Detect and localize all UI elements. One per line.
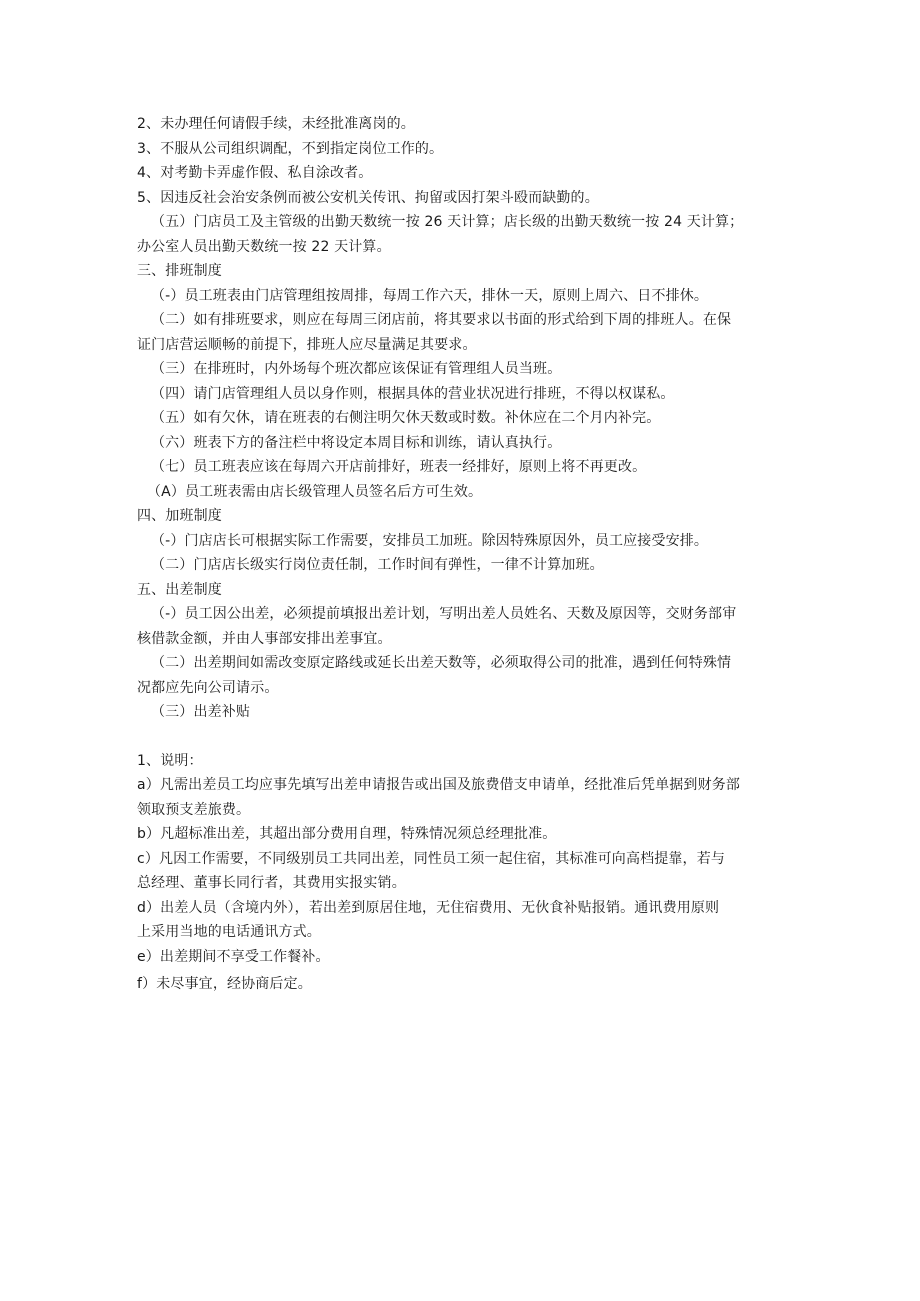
scheduling-item-4: （四）请门店管理组人员以身作则，根据具体的营业状况进行排班，不得以权谋私。 — [151, 385, 675, 402]
scheduling-item-2-line1: （二）如有排班要求，则应在每周三闭店前，将其要求以书面的形式给到下周的排班人。在保 — [151, 312, 732, 328]
scheduling-item-6: （六）班表下方的备注栏中将设定本周目标和训练，请认真执行。 — [151, 434, 562, 451]
overtime-item-1: （-）门店店长可根据实际工作需要，安排员工加班。除因特殊原因外，员工应接受安排。 — [151, 532, 709, 549]
scheduling-item-7: （七）员工班表应该在每周六开店前排好，班表一经排好，原则上将不再更改。 — [151, 459, 647, 475]
note-c-line2: 总经理、董事长同行者，其费用实报实销。 — [137, 875, 406, 891]
note-a-line1: a）凡需出差员工均应事先填写出差申请报告或出国及旅费借支申请单，经批准后凭单据到财务部 — [137, 777, 741, 793]
note-d-line1: d）出差人员（含境内外），若出差到原居住地，无住宿费用、无伙食补贴报销。通讯费用原则 — [137, 899, 720, 916]
business-trip-item-2-line1: （二）出差期间如需改变原定路线或延长出差天数等，必须取得公司的批准，遇到任何特殊情 — [151, 655, 732, 671]
scheduling-item-1: （-）员工班表由门店管理组按周排，每周工作六天，排休一天，原则上周六、日不排休。 — [151, 287, 709, 304]
scheduling-item-3: （三）在排班时，内外场每个班次都应该保证有管理组人员当班。 — [151, 361, 562, 377]
leave-item-3: 3、不服从公司组织调配，不到指定岗位工作的。 — [137, 140, 444, 157]
overtime-item-2: （二）门店店长级实行岗位责任制，工作时间有弹性，一律不计算加班。 — [151, 557, 604, 573]
business-trip-item-1-line2: 核借款金额，并由人事部安排出差事宜。 — [137, 630, 392, 647]
document-page — [137, 112, 789, 997]
note-c-line1: c）凡因工作需要，不同级别员工共同出差，同性员工须一起住宿，其标准可向高档提靠，若与 — [137, 850, 725, 867]
scheduling-item-2-line2: 证门店营运顺畅的前提下，排班人应尽量满足其要求。 — [137, 336, 477, 353]
note-a-line2: 领取预支差旅费。 — [137, 801, 251, 818]
note-d-line2: 上采用当地的电话通讯方式。 — [137, 924, 321, 940]
leave-item-5: 5、因违反社会治安条例而被公安机关传讯、拘留或因打架斗殴而缺勤的。 — [137, 189, 599, 206]
section-heading-business-trip: 五、出差制度 — [137, 581, 222, 598]
section-heading-overtime: 四、加班制度 — [137, 508, 222, 524]
attendance-days-line2: 办公室人员出勤天数统一按 22 天计算。 — [137, 238, 391, 255]
section-heading-scheduling: 三、排班制度 — [137, 263, 222, 279]
note-e: e）出差期间不享受工作餐补。 — [137, 948, 330, 965]
note-b: b）凡超标准出差，其超出部分费用自理，特殊情况须总经理批准。 — [137, 826, 557, 842]
spacer — [137, 725, 789, 749]
business-trip-item-2-line2: 况都应先向公司请示。 — [137, 679, 279, 696]
business-trip-item-1-line1: （-）员工因公出差，必须提前填报出差计划，写明出差人员姓名、天数及原因等，交财务部审 — [151, 606, 737, 622]
business-trip-item-3: （三）出差补贴 — [151, 704, 251, 720]
attendance-days-line1: （五）门店员工及主管级的出勤天数统一按 26 天计算；店长级的出勤天数统一按 24 天计算； — [151, 214, 744, 230]
scheduling-item-a: （A）员工班表需由店长级管理人员签名后方可生效。 — [147, 483, 483, 500]
leave-item-2: 2、未办理任何请假手续，未经批准离岗的。 — [137, 116, 415, 132]
leave-item-4: 4、对考勤卡弄虚作假、私自涂改者。 — [137, 165, 373, 181]
scheduling-item-5: （五）如有欠休，请在班表的右侧注明欠休天数或时数。补休应在二个月内补完。 — [151, 410, 661, 426]
notes-heading: 1、说明： — [137, 752, 203, 769]
note-f: f）未尽事宜，经协商后定。 — [137, 976, 312, 992]
